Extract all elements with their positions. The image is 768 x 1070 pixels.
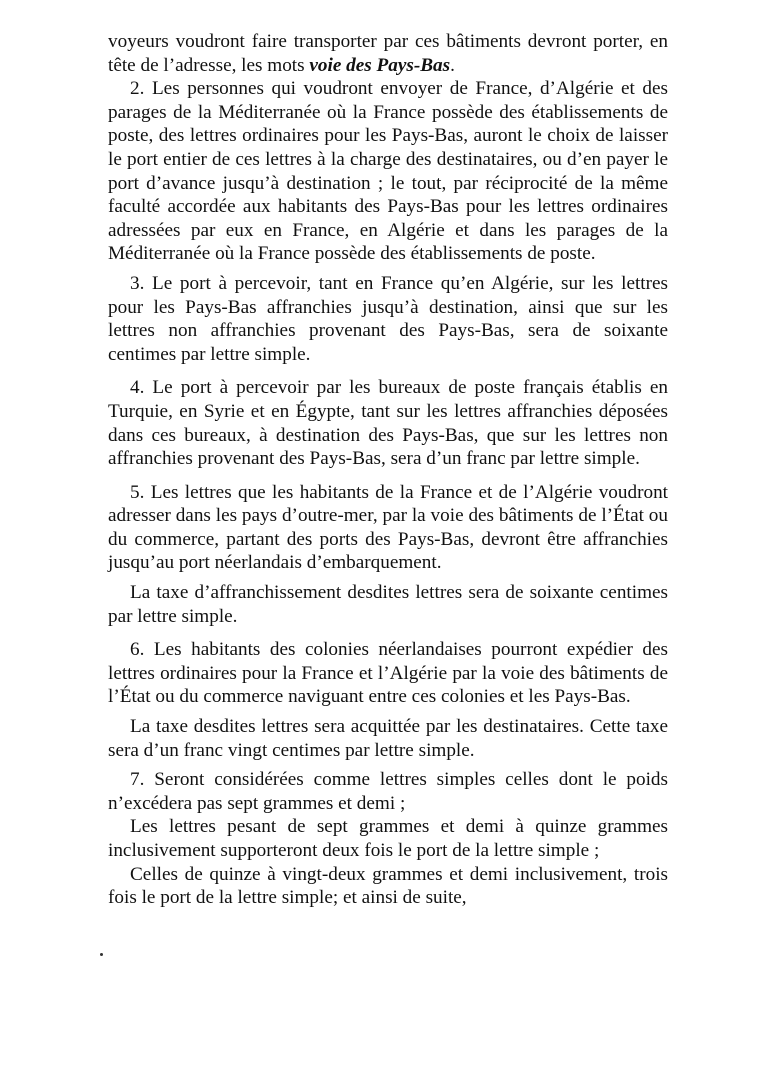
intro-text-end: . <box>450 54 455 76</box>
article-number: 6. <box>130 639 145 661</box>
article-number: 4. <box>130 377 145 399</box>
article-6-subparagraph <box>108 715 668 762</box>
document-page <box>108 30 668 910</box>
article-text: Celles de quinze à vingt-deux grammes et demi inclusivement, trois fois le port de la lettre simple; et ainsi de suite, <box>108 863 668 909</box>
intro-text: voyeurs voudront faire transporter par ces bâtiments devront porter, en tête de l’adresse, les mots <box>108 31 668 76</box>
article-7-subparagraph-1 <box>108 815 668 862</box>
intro-paragraph <box>108 30 668 77</box>
intro-emphasis: voie des Pays-Bas <box>309 54 451 76</box>
article-text: La taxe desdites lettres sera acquittée par les destinataires. Cette taxe sera d’un franc vingt centimes par lettre simple. <box>108 716 668 761</box>
article-3 <box>108 272 668 366</box>
article-text: Les personnes qui voudront envoyer de France, d’Algérie et des parages de la Méditerranée où la France possède des établissements de poste, des lettres ordinaires pour les Pays-Bas, auront le choix de laisser le port entier de ces lettres à la charge des destinataires, ou d’en payer le port d’avance jusqu’à destination ; le tout, par réciprocité de la même faculté accordée aux habitants des Pays-Bas pour les lettres ordinaires adressées par eux en France, en Algérie et dans les parages de la Méditerranée où la France possède des établissements de poste. <box>108 78 669 265</box>
article-7 <box>108 768 668 815</box>
article-text: Le port à percevoir par les bureaux de poste français établis en Turquie, en Syrie et en Égypte, tant sur les lettres affranchies déposées dans ces bureaux, à destination des Pays-Bas, que sur les lettres non affranchies provenant des Pays-Bas, sera d’un franc par lettre simple. <box>108 377 668 470</box>
article-text: La taxe d’affranchissement desdites lettres sera de soixante centimes par lettre simple. <box>108 582 668 627</box>
article-number: 2. <box>130 78 145 100</box>
article-5 <box>108 481 668 575</box>
article-number: 7. <box>130 769 145 791</box>
article-7-subparagraph-2 <box>108 863 668 910</box>
margin-mark <box>100 953 103 956</box>
article-4 <box>108 376 668 470</box>
article-text: Les habitants des colonies néerlandaises pourront expédier des lettres ordinaires pour la France et l’Algérie par la voie des bâtiments de l’État ou du commerce naviguant entre ces colonies et les Pays-Bas. <box>108 639 668 708</box>
article-6 <box>108 638 668 709</box>
article-number: 3. <box>130 272 145 294</box>
article-text: Les lettres pesant de sept grammes et demi à quinze grammes inclusivement supporteront deux fois le port de la lettre simple ; <box>108 816 668 861</box>
article-2 <box>108 77 668 266</box>
article-5-subparagraph <box>108 581 668 628</box>
article-number: 5. <box>130 481 145 503</box>
article-text: Le port à percevoir, tant en France qu’en Algérie, sur les lettres pour les Pays-Bas affranchies jusqu’à destination, ainsi que sur les lettres non affranchies provenant des Pays-Bas, sera de soixante centimes par lettre simple. <box>108 272 669 365</box>
article-text: Les lettres que les habitants de la France et de l’Algérie voudront adresser dans les pays d’outre-mer, par la voie des bâtiments de l’État ou du commerce, partant des ports des Pays-Bas, devront être affranchies jusqu’au port néerlandais d’embarquement. <box>108 481 668 574</box>
article-text: Seront considérées comme lettres simples celles dont le poids n’excédera pas sept grammes et demi ; <box>108 769 668 814</box>
